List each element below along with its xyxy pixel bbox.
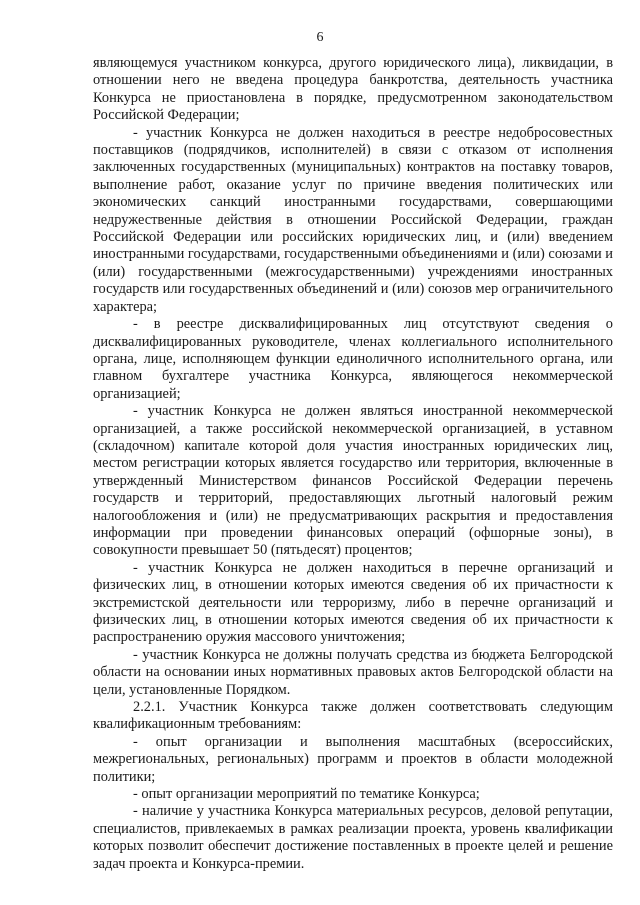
document-body: [93, 55, 613, 873]
paragraph: 2.2.1. Участник Конкурса также должен соответствовать следующим квалификационным требованиям:: [93, 699, 613, 733]
paragraph: - участник Конкурса не должен являться иностранной некоммерческой организацией, а также российской некоммерческой организацией, в уставном (складочном) капитале которой доля участия иностранных юридических лиц, местом регистрации которых является государство или территория, включенные в утвержденный Министерством финансов Российской Федерации перечень государств и территорий, предоставляющих льготный налоговый режим налогообложения и (или) не предусматривающих раскрытия и предоставления информации при проведении финансовых операций (офшорные зоны), в совокупности превышает 50 (пятьдесят) процентов;: [93, 403, 613, 559]
paragraph: являющемуся участником конкурса, другого юридического лица), ликвидации, в отношении него не введена процедура банкротства, деятельность участника Конкурса не приостановлена в порядке, предусмотренном законодательством Российской Федерации;: [93, 55, 613, 124]
paragraph: - участник Конкурса не должен находиться в перечне организаций и физических лиц, в отношении которых имеются сведения об их причастности к экстремистской деятельности или терроризму, либо в перечне организаций и физических лиц, в отношении которых имеются сведения об их причастности к распространению оружия массового уничтожения;: [93, 559, 613, 646]
paragraph: - опыт организации мероприятий по тематике Конкурса;: [133, 786, 480, 803]
paragraph: - в реестре дисквалифицированных лиц отсутствуют сведения о дисквалифицированных руководителе, членах коллегиального исполнительного органа, лице, исполняющем функции единоличного исполнительного органа, или главном бухгалтере участника Конкурса, являющегося некоммерческой организацией;: [93, 316, 613, 402]
paragraph: - опыт организации и выполнения масштабных (всероссийских, межрегиональных, региональных) программ и проектов в области молодежной политики;: [93, 733, 613, 785]
paragraph: - участник Конкурса не должен находиться в реестре недобросовестных поставщиков (подрядчиков, исполнителей) в связи с отказом от исполнения заключенных государственных (муниципальных) контрактов на поставку товаров, выполнение работ, оказание услуг по причине введения политических или экономических санкций иностранными государствами, совершающими недружественные действия в отношении Российской Федерации, граждан Российской Федерации или российских юридических лиц, и (или) введением иностранными государствами, государственными объединениями и (или) союзами и (или) государственными (межгосударственными) учреждениями иностранных государств или государственных объединений и (или) союзов мер ограничительного характера;: [93, 124, 613, 315]
paragraph: - участник Конкурса не должны получать средства из бюджета Белгородской области на основании иных нормативных правовых актов Белгородской области на цели, установленные Порядком.: [93, 646, 613, 698]
page-number: 6: [316, 30, 324, 45]
paragraph: - наличие у участника Конкурса материальных ресурсов, деловой репутации, специалистов, привлекаемых в рамках реализации проекта, уровень квалификации которых позволит обеспечит достижение поставленных в проекте целей и решение задач проекта и Конкурса-премии.: [93, 803, 613, 872]
